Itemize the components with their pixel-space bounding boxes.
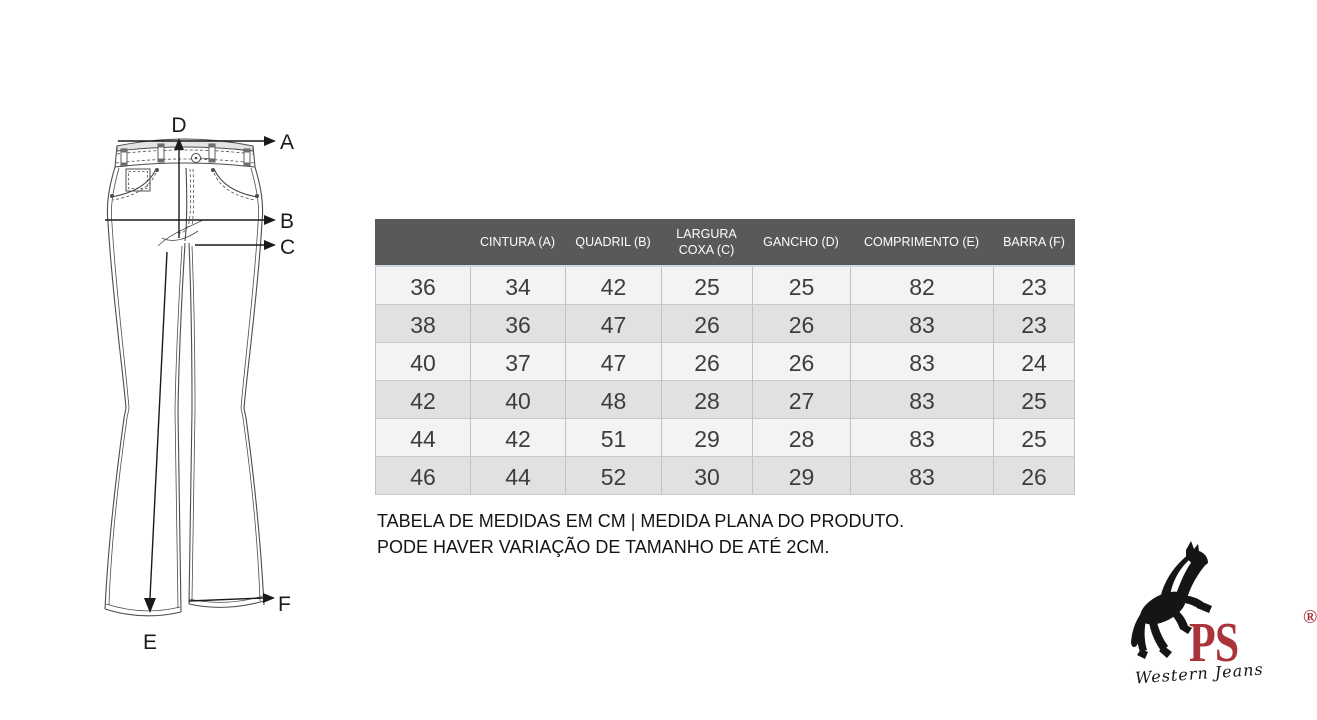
table-row	[375, 419, 1075, 457]
table-cell: 25	[752, 267, 850, 304]
table-cell: 25	[993, 419, 1075, 456]
table-cell: 26	[661, 343, 752, 380]
measure-label-c: C	[280, 236, 296, 259]
table-cell: 25	[993, 381, 1075, 418]
size-table-body	[375, 265, 1075, 495]
table-cell: 26	[661, 305, 752, 342]
table-cell: 26	[993, 457, 1075, 494]
measure-label-b: B	[280, 210, 295, 233]
table-cell: 52	[565, 457, 661, 494]
table-cell: 82	[850, 267, 993, 304]
brand-logo	[1125, 538, 1317, 703]
jeans-technical-drawing	[55, 112, 305, 657]
registered-trademark-icon: ®	[1303, 607, 1317, 628]
table-cell: 51	[565, 419, 661, 456]
table-row	[375, 381, 1075, 419]
measure-arrow-c	[195, 240, 276, 250]
table-cell: 83	[850, 381, 993, 418]
jeans-outline	[105, 139, 264, 616]
measure-arrow-d	[174, 138, 184, 238]
measure-label-f: F	[278, 593, 291, 616]
measure-label-d: D	[171, 114, 187, 137]
table-cell: 47	[565, 305, 661, 342]
table-cell: 24	[993, 343, 1075, 380]
table-cell: 48	[565, 381, 661, 418]
table-row	[375, 267, 1075, 305]
table-cell: 46	[375, 457, 470, 494]
table-cell: 36	[375, 267, 470, 304]
column-header-gancho: GANCHO (D)	[763, 235, 839, 250]
table-cell: 42	[565, 267, 661, 304]
table-cell: 26	[752, 305, 850, 342]
column-header-cintura: CINTURA (A)	[480, 235, 555, 250]
table-cell: 29	[752, 457, 850, 494]
brand-tagline: Western Jeans	[1134, 659, 1265, 688]
column-header-size	[375, 219, 470, 265]
brand-initials: PS	[1189, 612, 1239, 674]
table-cell: 47	[565, 343, 661, 380]
table-row	[375, 343, 1075, 381]
table-row	[375, 457, 1075, 495]
column-header-largura-coxa: LARGURA COXA (C)	[676, 227, 737, 257]
measurement-note-line1: TABELA DE MEDIDAS EM CM | MEDIDA PLANA DO PRODUTO.	[377, 511, 905, 531]
table-cell: 23	[993, 305, 1075, 342]
table-cell: 36	[470, 305, 565, 342]
table-row	[375, 305, 1075, 343]
table-cell: 34	[470, 267, 565, 304]
table-cell: 44	[375, 419, 470, 456]
table-cell: 28	[661, 381, 752, 418]
measurement-note-line2: PODE HAVER VARIAÇÃO DE TAMANHO DE ATÉ 2CM.	[377, 536, 830, 557]
measure-label-e: E	[142, 631, 158, 654]
column-header-barra: BARRA (F)	[1003, 235, 1065, 250]
table-cell: 37	[470, 343, 565, 380]
table-cell: 29	[661, 419, 752, 456]
table-cell: 26	[752, 343, 850, 380]
measure-arrow-b	[105, 215, 276, 225]
measure-arrow-e	[144, 252, 167, 613]
size-table	[375, 219, 1075, 495]
table-cell: 42	[375, 381, 470, 418]
size-table-header	[375, 219, 1075, 265]
table-cell: 42	[470, 419, 565, 456]
table-cell: 83	[850, 419, 993, 456]
table-cell: 83	[850, 305, 993, 342]
table-cell: 40	[375, 343, 470, 380]
table-cell: 38	[375, 305, 470, 342]
table-cell: 28	[752, 419, 850, 456]
table-cell: 27	[752, 381, 850, 418]
table-cell: 44	[470, 457, 565, 494]
column-header-quadril: QUADRIL (B)	[575, 235, 651, 250]
table-cell: 23	[993, 267, 1075, 304]
table-cell: 83	[850, 457, 993, 494]
table-cell: 30	[661, 457, 752, 494]
table-cell: 83	[850, 343, 993, 380]
table-cell: 25	[661, 267, 752, 304]
measure-label-a: A	[280, 131, 295, 154]
table-cell: 40	[470, 381, 565, 418]
column-header-comprimento: COMPRIMENTO (E)	[863, 235, 980, 250]
measurement-notes	[377, 509, 904, 560]
